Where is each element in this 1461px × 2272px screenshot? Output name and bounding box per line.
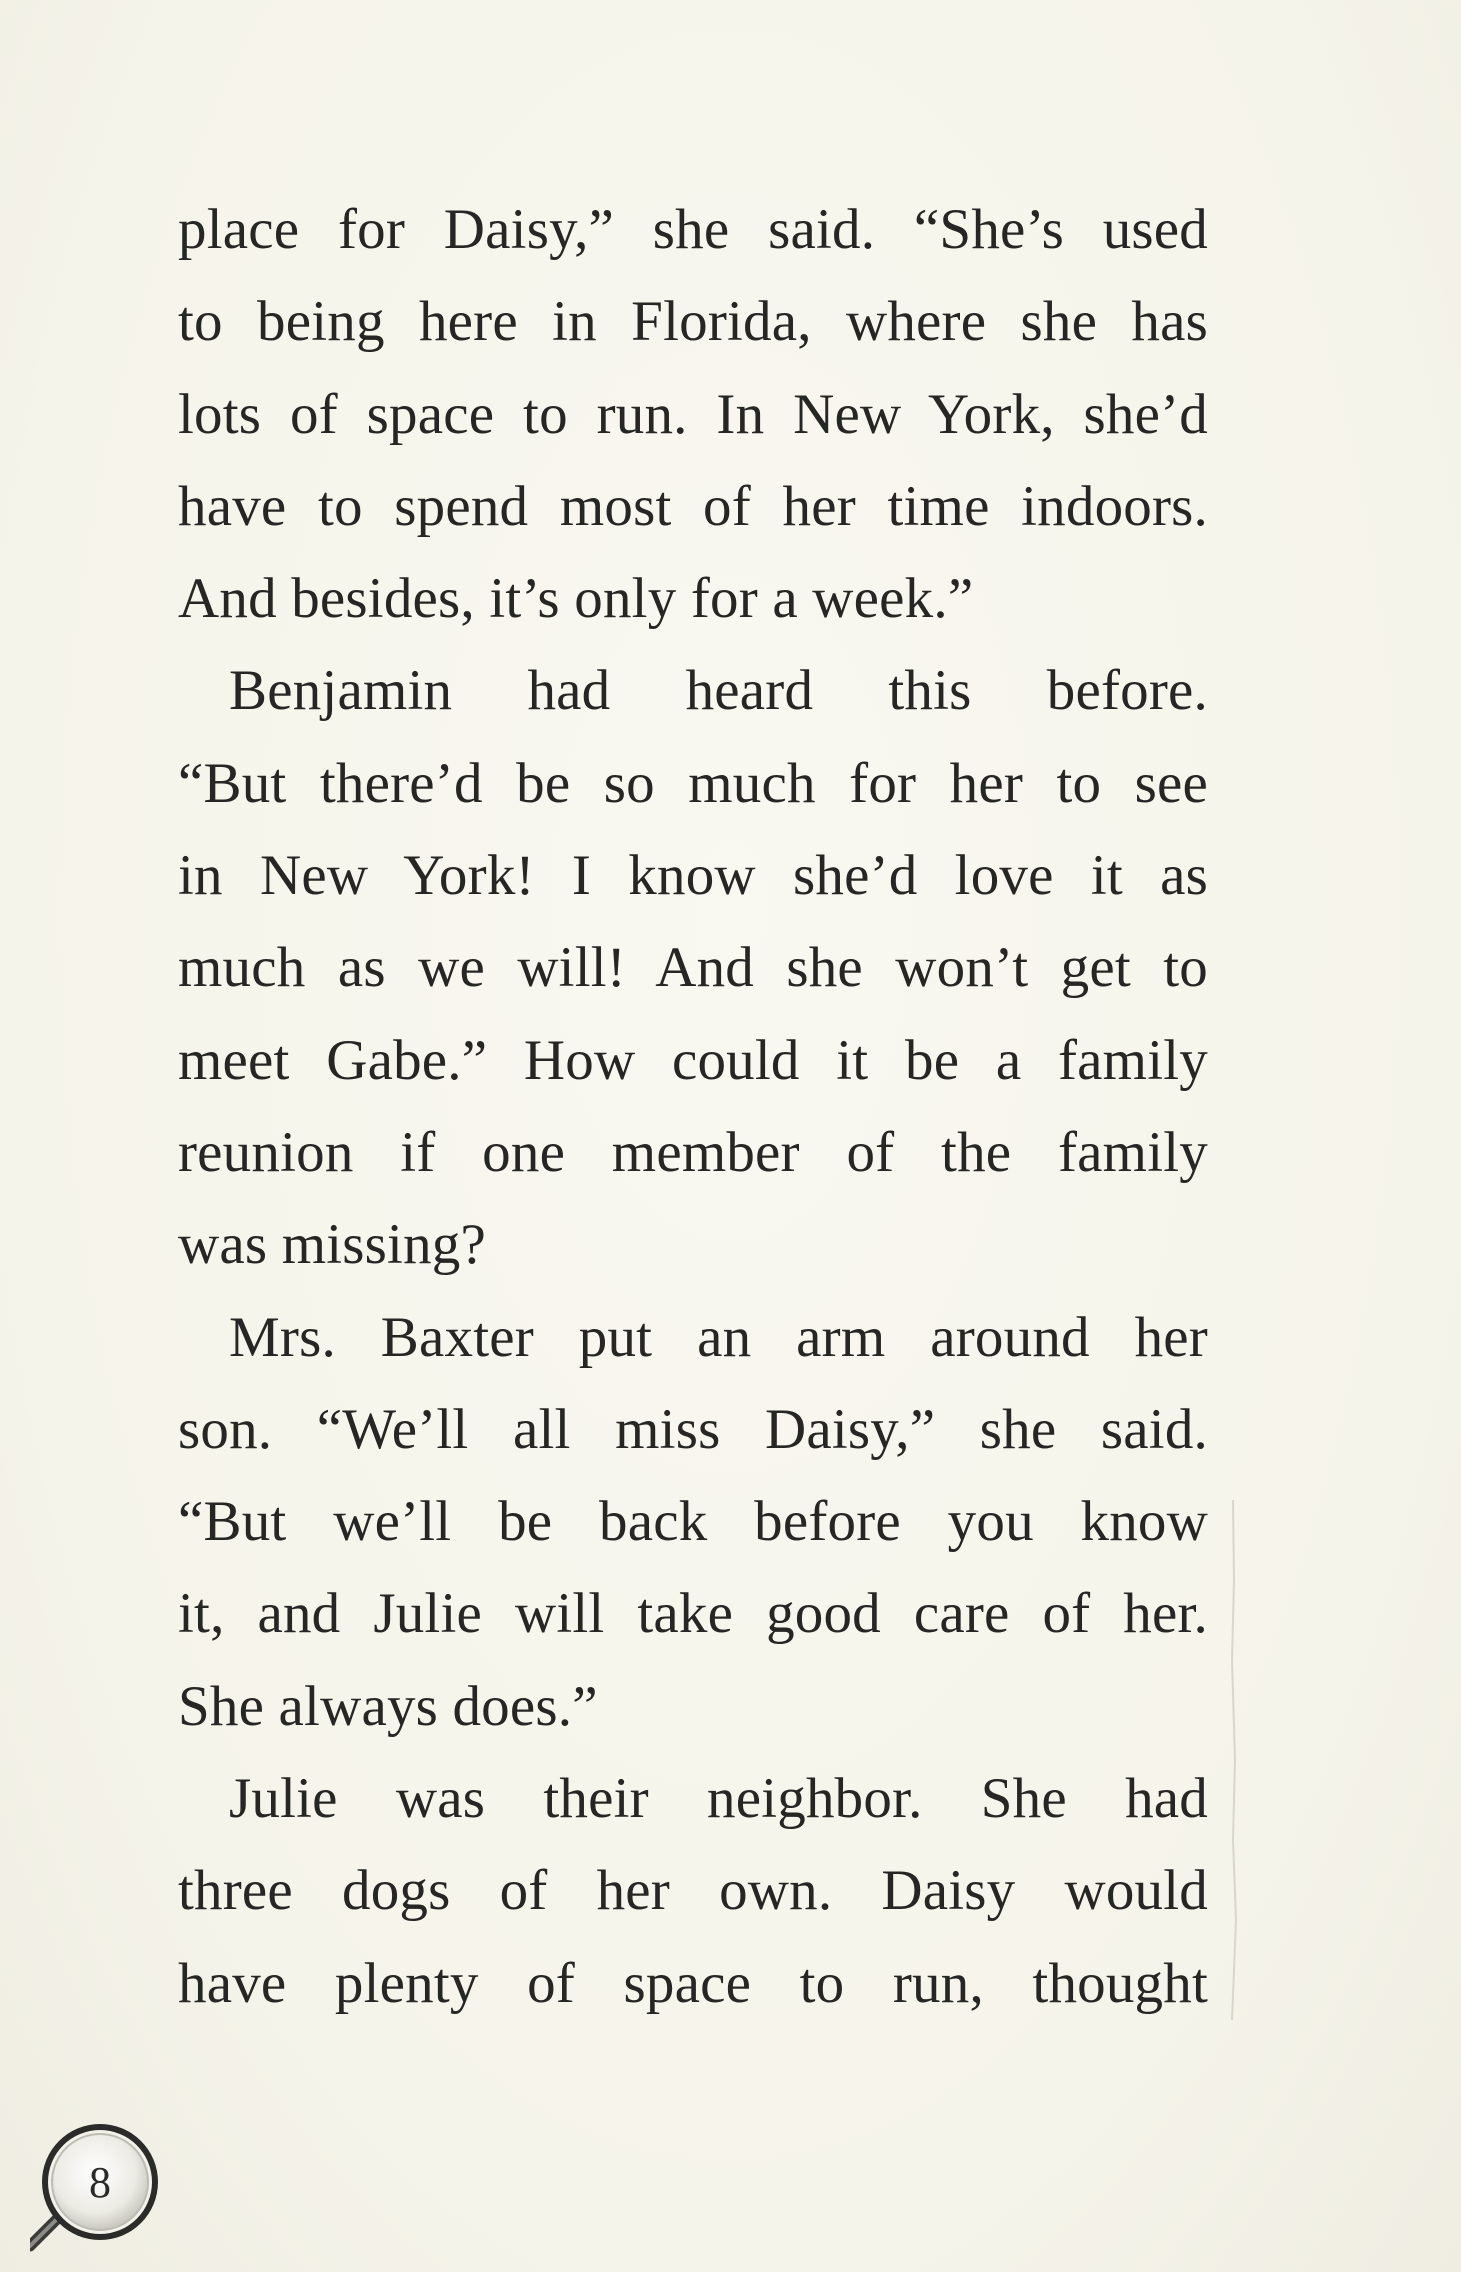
page-number: 8 <box>89 2157 111 2207</box>
text-line: She always does.” <box>178 1674 598 1738</box>
text-line: three dogs of her own. Daisy would <box>178 1859 1208 1923</box>
text-line: much as we will! And she won’t get to <box>178 936 1208 1000</box>
text-line: to being here in Florida, where she has <box>178 290 1208 354</box>
text-line: “But we’ll be back before you know <box>178 1490 1208 1554</box>
body-text <box>178 184 1208 2030</box>
text-line: And besides, it’s only for a week.” <box>178 567 974 631</box>
text-line: son. “We’ll all miss Daisy,” she said. <box>178 1397 1208 1461</box>
text-line: “But there’d be so much for her to see <box>178 751 1208 815</box>
text-line: Julie was their neighbor. She had <box>229 1767 1208 1831</box>
text-line: meet Gabe.” How could it be a family <box>178 1028 1208 1092</box>
text-line: Benjamin had heard this before. <box>229 659 1208 723</box>
text-line: lots of space to run. In New York, she’d <box>178 382 1208 446</box>
paragraph <box>178 1292 1208 1753</box>
paragraph <box>178 184 1208 645</box>
text-line: in New York! I know she’d love it as <box>178 844 1208 908</box>
text-line: have to spend most of her time indoors. <box>178 474 1208 538</box>
paper-crease <box>1228 1500 1238 2020</box>
text-line: it, and Julie will take good care of her. <box>178 1582 1208 1646</box>
text-line: reunion if one member of the family <box>178 1120 1208 1184</box>
text-line: place for Daisy,” she said. “She’s used <box>178 198 1208 261</box>
text-line: have plenty of space to run, thought <box>178 1951 1208 2015</box>
text-line: was missing? <box>178 1213 486 1277</box>
paragraph <box>178 1753 1208 2030</box>
text-line: Mrs. Baxter put an arm around her <box>229 1305 1208 1369</box>
paragraph <box>178 645 1208 1291</box>
